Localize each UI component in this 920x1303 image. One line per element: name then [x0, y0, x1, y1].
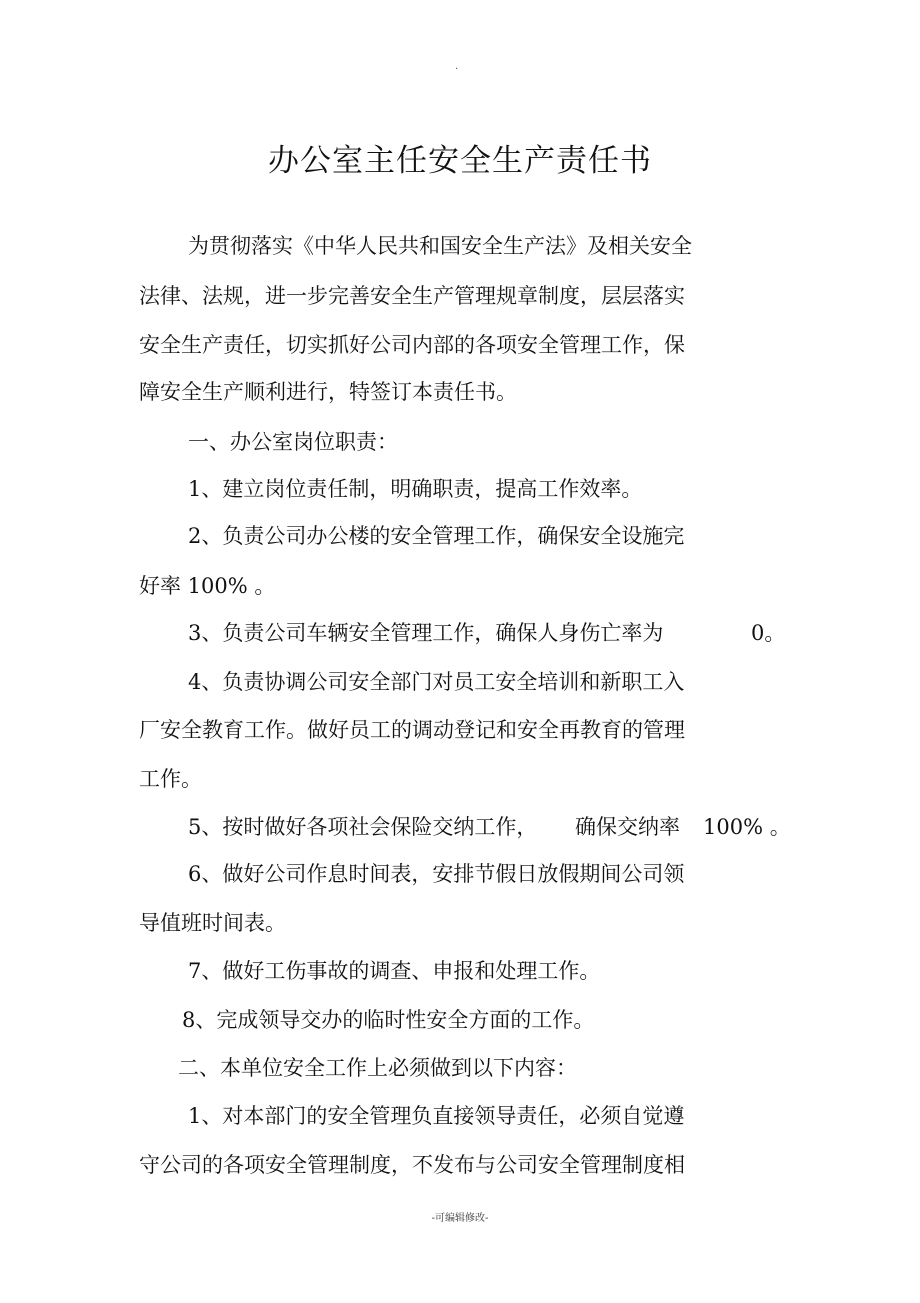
section2-item1-line2: 守公司的各项安全管理制度，不发布与公司安全管理制度相 — [139, 1153, 685, 1177]
section1-item6-line1: 6、做好公司作息时间表，安排节假日放假期间公司领 — [188, 862, 685, 886]
intro-line-4: 障安全生产顺利进行，特签订本责任书。 — [139, 380, 517, 404]
page-footer: -可编辑修改- — [431, 1213, 489, 1224]
section1-item4-line2: 厂安全教育工作。做好员工的调动登记和安全再教育的管理 — [139, 718, 685, 742]
section1-item5-value: 100% 。 — [703, 815, 791, 839]
section1-item4-line3: 工作。 — [139, 767, 202, 791]
section1-item6-line2: 导值班时间表。 — [139, 911, 286, 935]
section1-item1: 1、建立岗位责任制，明确职责，提高工作效率。 — [188, 477, 643, 501]
section2-heading: 二、本单位安全工作上必须做到以下内容： — [178, 1056, 577, 1080]
section1-heading: 一、办公室岗位职责： — [188, 430, 398, 454]
section1-item5: 5、按时做好各项社会保险交纳工作， — [188, 815, 538, 839]
document-title: 办公室主任安全生产责任书 — [268, 143, 652, 179]
header-mark: . — [455, 61, 459, 72]
intro-line-3: 安全生产责任，切实抓好公司内部的各项安全管理工作，保 — [139, 333, 685, 357]
section1-item2-line2: 好率 100% 。 — [139, 574, 276, 598]
intro-line-1: 为贯彻落实《中华人民共和国安全生产法》及相关安全 — [188, 234, 692, 258]
section1-item4-line1: 4、负责协调公司安全部门对员工安全培训和新职工入 — [188, 670, 685, 694]
section1-item7: 7、做好工伤事故的调查、申报和处理工作。 — [188, 959, 601, 983]
section2-item1-line1: 1、对本部门的安全管理负直接领导责任，必须自觉遵 — [188, 1104, 685, 1128]
section1-item3-value: 0。 — [751, 621, 786, 645]
section1-item2-line1: 2、负责公司办公楼的安全管理工作，确保安全设施完 — [188, 524, 685, 548]
intro-line-2: 法律、法规，进一步完善安全生产管理规章制度，层层落实 — [139, 284, 685, 308]
section1-item3: 3、负责公司车辆安全管理工作，确保人身伤亡率为 — [188, 621, 664, 645]
section1-item5-mid: 确保交纳率 — [575, 815, 680, 839]
section1-item8: 8、完成领导交办的临时性安全方面的工作。 — [182, 1008, 595, 1032]
